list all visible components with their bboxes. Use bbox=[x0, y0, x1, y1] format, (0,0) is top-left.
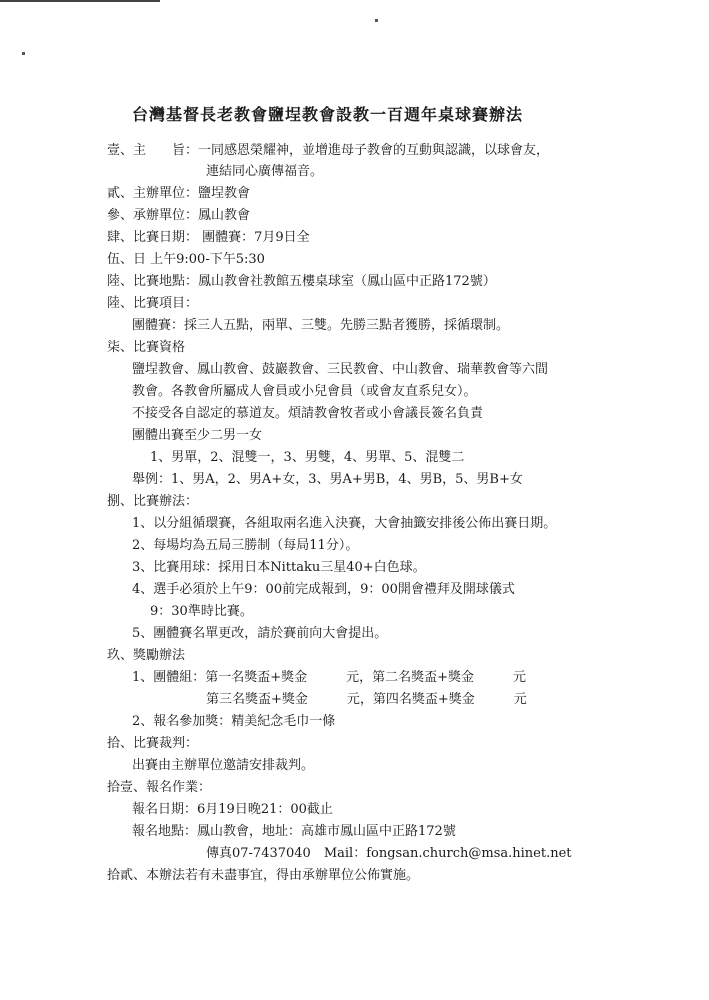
rule-item: 5、團體賽名單更改，請於賽前向大會提出。 bbox=[132, 626, 388, 641]
rule-item: 4、選手必須於上午9：00前完成報到，9：00開會禮拜及開球儀式 bbox=[132, 582, 515, 597]
rule-item-cont: 9：30準時比賽。 bbox=[150, 604, 253, 619]
eligibility-line: 團體出賽至少二男一女 bbox=[132, 428, 263, 443]
section-supplementary: 拾貳、本辦法若有未盡事宜，得由承辦單位公佈實施。 bbox=[107, 868, 420, 883]
section-time: 伍、日 上午9:00-下午5:30 bbox=[107, 252, 265, 267]
section-venue: 陸、比賽地點：鳳山教會社教館五樓桌球室（鳳山區中正路172號） bbox=[107, 274, 496, 289]
section-rules: 捌、比賽辦法： bbox=[107, 494, 199, 509]
registration-place: 報名地點：鳳山教會，地址：高雄市鳳山區中正路172號 bbox=[132, 824, 456, 839]
eligibility-line: 不接受各自認定的慕道友。煩請教會牧者或小會議長簽名負責 bbox=[132, 406, 484, 421]
section-date: 肆、比賽日期： 團體賽：7月9日全 bbox=[107, 230, 310, 245]
section-purpose: 壹、主 旨：一同感恩榮耀神，並增進母子教會的互動與認識，以球會友， bbox=[107, 143, 550, 158]
section-purpose-cont: 連結同心廣傳福音。 bbox=[206, 164, 324, 179]
registration-contact: 傳真07-7437040 Mail：fongsan.church@msa.hinet.net bbox=[206, 846, 572, 861]
match-order: 1、男單，2、混雙一，3、男雙，4、男單、5、混雙二 bbox=[150, 450, 465, 465]
eligibility-line: 鹽埕教會、鳳山教會、鼓巖教會、三民教會、中山教會、瑞華教會等六間 bbox=[132, 362, 549, 377]
section-awards: 玖、獎勵辦法 bbox=[107, 648, 186, 663]
scan-edge-mark bbox=[0, 0, 160, 16]
award-line: 1、團體組：第一名獎盃+獎金 元，第二名獎盃+獎金 元 bbox=[132, 670, 527, 685]
document-title: 台灣基督長老教會鹽埕教會設教一百週年桌球賽辦法 bbox=[132, 105, 524, 124]
scan-speck bbox=[22, 52, 25, 55]
rule-item: 3、比賽用球：採用日本Nittaku三星40+白色球。 bbox=[132, 560, 426, 575]
events-detail: 團體賽：採三人五點，兩單、三雙。先勝三點者獲勝，採循環制。 bbox=[132, 318, 510, 333]
registration-date: 報名日期：6月19日晚21：00截止 bbox=[132, 802, 333, 817]
scan-speck bbox=[375, 19, 378, 22]
section-referee: 拾、比賽裁判： bbox=[107, 736, 199, 751]
award-line: 2、報名參加獎：精美紀念毛巾一條 bbox=[132, 714, 336, 729]
eligibility-line: 教會。各教會所屬成人會員或小兒會員（或會友直系兒女）。 bbox=[132, 384, 477, 399]
section-organizer: 貳、主辦單位：鹽埕教會 bbox=[107, 186, 251, 201]
match-example: 舉例：1、男A，2、男A+女，3、男A+男B，4、男B，5、男B+女 bbox=[132, 472, 523, 487]
section-events: 陸、比賽項目： bbox=[107, 296, 199, 311]
rule-item: 1、以分組循環賽，各組取兩名進入決賽，大會抽籤安排後公佈出賽日期。 bbox=[132, 516, 557, 531]
section-eligibility: 柒、比賽資格 bbox=[107, 340, 186, 355]
referee-detail: 出賽由主辦單位邀請安排裁判。 bbox=[132, 758, 315, 773]
section-host: 參、承辦單位：鳳山教會 bbox=[107, 208, 251, 223]
rule-item: 2、每場均為五局三勝制（每局11分）。 bbox=[132, 538, 359, 553]
section-registration: 拾壹、報名作業： bbox=[107, 780, 212, 795]
award-line: 第三名獎盃+獎金 元，第四名獎盃+獎金 元 bbox=[206, 692, 527, 707]
